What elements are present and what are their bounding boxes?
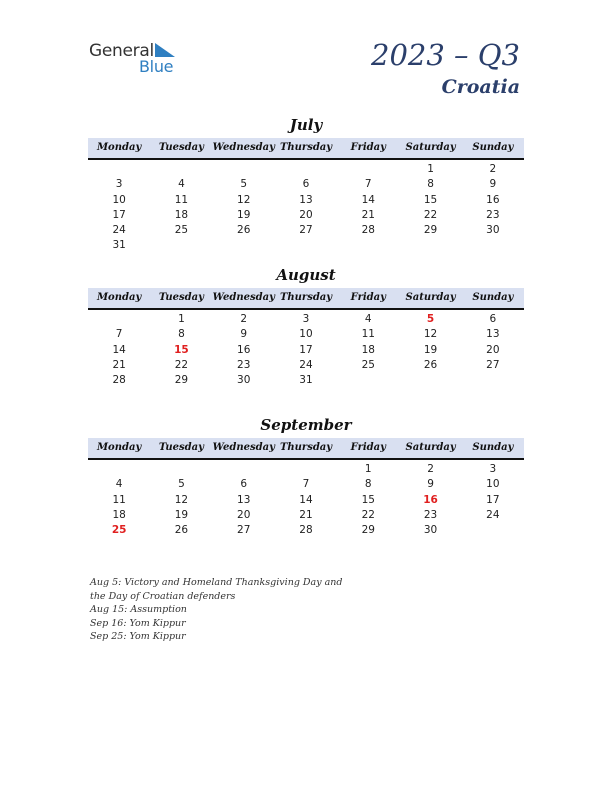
- day-cell: 24: [486, 508, 500, 521]
- week-row: [88, 462, 524, 477]
- empty-day-cell: [275, 462, 337, 477]
- week-row: [88, 477, 524, 492]
- week-row: [88, 373, 524, 388]
- holiday-notes: [90, 576, 350, 644]
- day-cell: 10: [112, 193, 126, 206]
- day-cell: 20: [237, 508, 251, 521]
- weekday-label: Saturday: [405, 142, 456, 153]
- month-september: [88, 415, 524, 538]
- empty-day-cell: [88, 462, 150, 477]
- day-cell: 8: [364, 478, 372, 491]
- day-cell: 19: [237, 208, 251, 221]
- day-cell: 27: [237, 524, 251, 537]
- day-cell: 6: [302, 178, 310, 191]
- weekday-label: Thursday: [279, 142, 333, 153]
- day-cell: 1: [364, 463, 372, 475]
- day-cell: 28: [361, 224, 375, 237]
- empty-day-cell: [337, 162, 399, 177]
- empty-day-cell: [462, 238, 524, 253]
- weekday-label: Tuesday: [158, 142, 204, 153]
- empty-day-cell: [275, 162, 337, 177]
- day-cell: 22: [174, 358, 189, 371]
- holiday-day-cell: 16: [423, 493, 438, 506]
- week-row: [88, 493, 524, 508]
- day-cell: 29: [174, 374, 189, 387]
- day-cell: 22: [423, 208, 438, 221]
- day-cell: 2: [489, 163, 497, 175]
- month-title: August: [276, 266, 336, 284]
- week-row: [88, 208, 524, 223]
- day-cell: 29: [361, 524, 375, 537]
- calendar-grid: [88, 460, 524, 538]
- weekday-label: Thursday: [279, 292, 333, 303]
- empty-day-cell: [275, 238, 337, 253]
- day-cell: 25: [174, 224, 189, 237]
- page-title: 2023 – Q3: [371, 38, 520, 72]
- day-cell: 7: [115, 328, 123, 341]
- day-cell: 30: [423, 524, 438, 537]
- day-cell: 31: [299, 374, 313, 387]
- day-cell: 1: [178, 313, 185, 325]
- weekday-label: Monday: [96, 292, 142, 303]
- week-row: [88, 193, 524, 208]
- weekday-label: Friday: [350, 142, 386, 153]
- day-cell: 4: [364, 313, 372, 325]
- week-row: [88, 312, 524, 327]
- day-cell: 21: [361, 208, 375, 221]
- empty-day-cell: [337, 238, 399, 253]
- month-title: July: [289, 116, 323, 134]
- empty-day-cell: [150, 162, 212, 177]
- day-cell: 26: [423, 358, 438, 371]
- calendar-grid: [88, 310, 524, 388]
- day-cell: 25: [361, 358, 375, 371]
- day-cell: 20: [299, 208, 313, 221]
- day-cell: 14: [299, 493, 313, 506]
- empty-day-cell: [150, 238, 212, 253]
- day-cell: 12: [237, 193, 251, 206]
- day-cell: 24: [299, 358, 313, 371]
- day-cell: 23: [237, 358, 251, 371]
- empty-day-cell: [150, 462, 212, 477]
- day-cell: 17: [299, 343, 313, 356]
- day-cell: 23: [486, 208, 500, 221]
- weekday-label: Tuesday: [158, 442, 204, 453]
- day-cell: 19: [174, 508, 189, 521]
- logo-general-text: General: [89, 41, 154, 61]
- holiday-note: Aug 15: Assumption: [90, 604, 187, 615]
- empty-day-cell: [462, 373, 524, 388]
- weekday-label: Sunday: [472, 292, 514, 303]
- empty-day-cell: [88, 312, 150, 327]
- weekday-label: Friday: [350, 292, 386, 303]
- day-cell: 3: [115, 178, 123, 191]
- day-cell: 15: [361, 493, 375, 506]
- day-cell: 16: [486, 193, 500, 206]
- day-cell: 1: [427, 163, 434, 175]
- day-cell: 13: [486, 328, 500, 341]
- empty-day-cell: [213, 462, 275, 477]
- day-cell: 10: [486, 478, 500, 491]
- weekday-label: Sunday: [472, 142, 514, 153]
- day-cell: 3: [489, 463, 497, 475]
- month-title: September: [260, 416, 352, 434]
- weekday-label: Saturday: [405, 442, 456, 453]
- generalblue-logo: [89, 40, 189, 76]
- weekday-label: Wednesday: [212, 442, 275, 453]
- week-row: [88, 343, 524, 358]
- day-cell: 19: [423, 343, 438, 356]
- day-cell: 6: [240, 478, 248, 491]
- day-cell: 26: [237, 224, 251, 237]
- weekday-label: Monday: [96, 142, 142, 153]
- day-cell: 26: [174, 524, 189, 537]
- week-row: [88, 162, 524, 177]
- day-cell: 23: [423, 508, 438, 521]
- weekday-label: Friday: [350, 442, 386, 453]
- day-cell: 17: [112, 208, 126, 221]
- weekday-label: Thursday: [279, 442, 333, 453]
- day-cell: 20: [486, 343, 500, 356]
- month-august: [88, 265, 524, 388]
- day-cell: 4: [115, 478, 123, 491]
- day-cell: 6: [489, 313, 497, 325]
- day-cell: 15: [423, 193, 438, 206]
- day-cell: 31: [112, 239, 126, 252]
- day-cell: 22: [361, 508, 375, 521]
- day-cell: 27: [299, 224, 313, 237]
- week-row: [88, 358, 524, 373]
- day-cell: 14: [361, 193, 375, 206]
- weekday-header-row: [88, 138, 524, 160]
- day-cell: 11: [174, 193, 189, 206]
- day-cell: 7: [302, 478, 310, 491]
- day-cell: 7: [364, 178, 372, 191]
- day-cell: 30: [237, 374, 251, 387]
- week-row: [88, 327, 524, 342]
- weekday-header-row: [88, 438, 524, 460]
- holiday-note: Sep 16: Yom Kippur: [90, 617, 186, 629]
- day-cell: 18: [174, 208, 189, 221]
- empty-day-cell: [88, 162, 150, 177]
- empty-day-cell: [399, 373, 461, 388]
- weekday-label: Saturday: [405, 292, 456, 303]
- empty-day-cell: [213, 162, 275, 177]
- day-cell: 5: [240, 178, 248, 191]
- holiday-day-cell: 15: [174, 343, 189, 356]
- weekday-label: Wednesday: [212, 142, 275, 153]
- week-row: [88, 523, 524, 538]
- day-cell: 9: [240, 328, 248, 341]
- day-cell: 24: [112, 224, 126, 237]
- day-cell: 13: [237, 493, 251, 506]
- empty-day-cell: [462, 523, 524, 538]
- day-cell: 16: [237, 343, 251, 356]
- day-cell: 30: [486, 224, 500, 237]
- day-cell: 3: [302, 313, 310, 325]
- weekday-label: Tuesday: [158, 292, 204, 303]
- month-july: [88, 115, 524, 254]
- empty-day-cell: [399, 238, 461, 253]
- day-cell: 14: [112, 343, 126, 356]
- country-subtitle: Croatia: [441, 76, 520, 98]
- day-cell: 18: [112, 508, 126, 521]
- day-cell: 8: [178, 328, 185, 341]
- logo-blue-text: Blue: [139, 57, 174, 76]
- day-cell: 17: [486, 493, 500, 506]
- week-row: [88, 177, 524, 192]
- week-row: [88, 238, 524, 253]
- weekday-label: Wednesday: [212, 292, 275, 303]
- day-cell: 5: [178, 478, 185, 491]
- holiday-day-cell: 25: [111, 524, 127, 537]
- day-cell: 12: [174, 493, 189, 506]
- day-cell: 4: [178, 178, 185, 191]
- day-cell: 9: [489, 178, 497, 191]
- holiday-note: the Day of Croatian defenders: [90, 590, 236, 602]
- day-cell: 10: [299, 328, 313, 341]
- weekday-label: Monday: [96, 442, 142, 453]
- weekday-header-row: [88, 288, 524, 310]
- empty-day-cell: [213, 238, 275, 253]
- day-cell: 12: [423, 328, 438, 341]
- empty-day-cell: [337, 373, 399, 388]
- day-cell: 2: [427, 463, 434, 475]
- day-cell: 21: [299, 508, 313, 521]
- logo-triangle-icon: [155, 43, 175, 57]
- day-cell: 13: [299, 193, 313, 206]
- day-cell: 11: [361, 328, 375, 341]
- holiday-note: Sep 25: Yom Kippur: [90, 631, 186, 642]
- holiday-day-cell: 5: [426, 313, 435, 325]
- week-row: [88, 223, 524, 238]
- day-cell: 2: [240, 313, 248, 325]
- day-cell: 21: [112, 358, 126, 371]
- day-cell: 18: [361, 343, 375, 356]
- day-cell: 27: [486, 358, 500, 371]
- day-cell: 11: [112, 493, 126, 506]
- day-cell: 29: [423, 224, 438, 237]
- week-row: [88, 508, 524, 523]
- weekday-label: Sunday: [472, 442, 514, 453]
- day-cell: 28: [112, 374, 126, 387]
- holiday-note: Aug 5: Victory and Homeland Thanksgiving Day and: [90, 577, 343, 588]
- day-cell: 9: [427, 478, 434, 491]
- calendar-grid: [88, 160, 524, 254]
- day-cell: 8: [427, 178, 434, 191]
- day-cell: 28: [299, 524, 313, 537]
